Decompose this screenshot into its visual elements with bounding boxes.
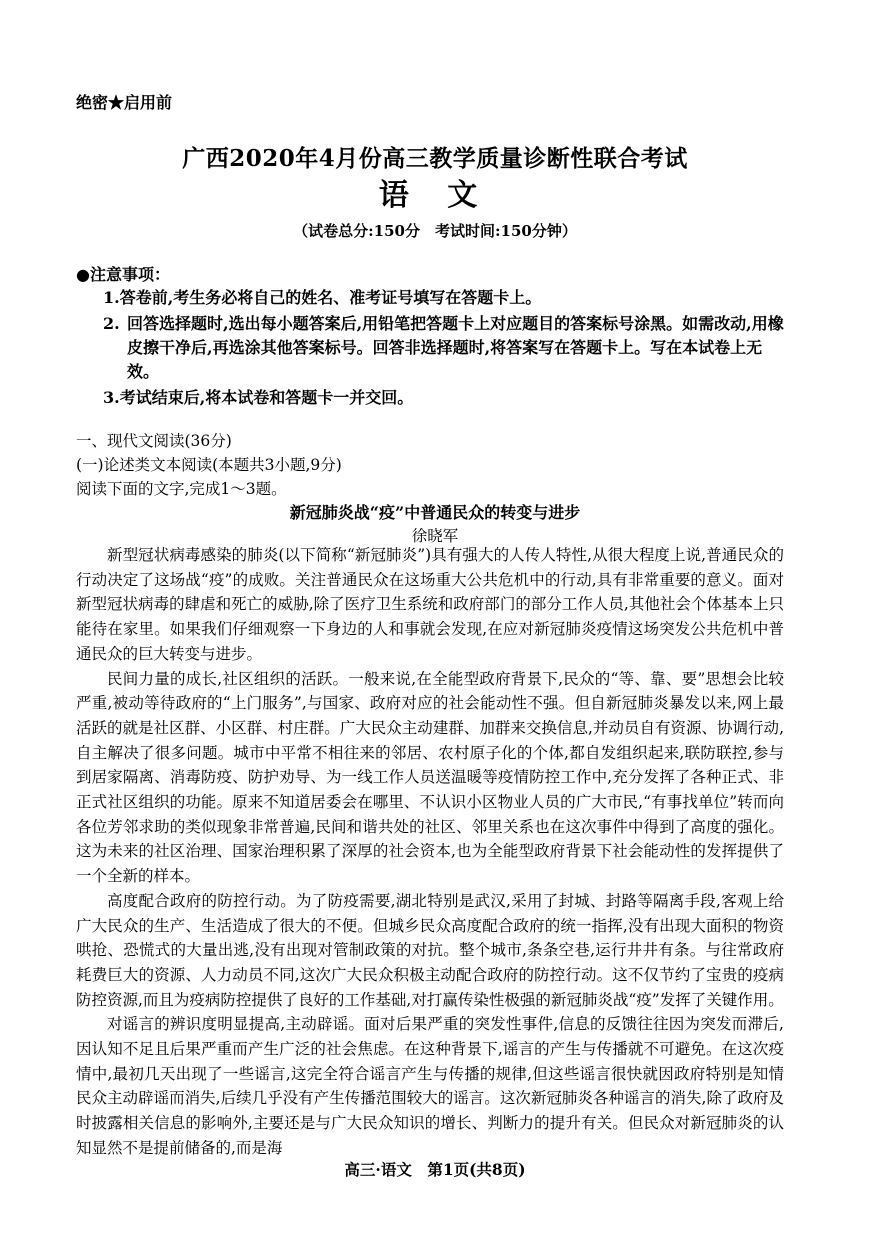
article-paragraph: 高度配合政府的防控行动。为了防疫需要,湖北特别是武汉,采用了封城、封路等隔离手段,客观上给广大民众的生产、生活造成了很大的不便。但城乡民众高度配合政府的统一指挥,没有出现大面积的物资哄抢、恐慌式的大量出逃,没有出现对管制政策的对抗。整个城市,条条空巷,运行井井有条。与往常政府耗费巨大的资源、人力动员不同,这次广大民众积极主动配合政府的防控行动。这不仅节约了宝贵的疫病防控资源,而且为疫病防控提供了良好的工作基础,对打赢传染性极强的新冠肺炎战“疫”发挥了关键作用。 <box>76 891 784 1009</box>
notice-item-number: 3. <box>103 388 120 407</box>
notice-item-text: 答卷前,考生务必将自己的姓名、准考证号填写在答题卡上。 <box>119 288 542 307</box>
article-author: 徐晓军 <box>411 527 459 545</box>
section-heading: 一、现代文阅读(36分) <box>76 432 232 450</box>
notice-item <box>103 386 793 410</box>
subsection-heading: (一)论述类文本阅读(本题共3小题,9分) <box>76 456 342 474</box>
notice-item-text: 回答选择题时,选出每小题答案后,用铅笔把答题卡上对应题目的答案标号涂黑。如需改动,用橡皮擦干净后,再选涂其他答案标号。回答非选择题时,将答案写在答题卡上。写在本试卷上无效。 <box>127 314 784 381</box>
notice-item <box>103 286 793 310</box>
notice-heading: ●注意事项： <box>76 265 170 284</box>
article-paragraph: 民间力量的成长,社区组织的活跃。一般来说,在全能型政府背景下,民众的“等、靠、要”思想会比较严重,被动等待政府的“上门服务”,与国家、政府对应的社会能动性不强。但自新冠肺炎暴发以来,网上最活跃的就是社区群、小区群、村庄群。广大民众主动建群、加群来交换信息,并动员自有资源、协调行动,自主解决了很多问题。城市中平常不相往来的邻居、农村原子化的个体,都自发组织起来,联防联控,参与到居家隔离、消毒防疫、防护劝导、为一线工作人员送温暖等疫情防控工作中,充分发挥了各种正式、非正式社区组织的功能。原来不知道居委会在哪里、不认识小区物业人员的广大市民,“有事找单位”转而向各位芳邻求助的类似现象非常普遍,民间和谐共处的社区、邻里关系也在这次事件中得到了高度的强化。这为未来的社区治理、国家治理积累了深厚的社会资本,也为全能型政府背景下社会能动性的发挥提供了一个全新的样本。 <box>76 669 784 886</box>
notice-item-number: 2. <box>103 314 120 333</box>
page-footer: 高三·语文 第1页(共8页) <box>344 1160 526 1179</box>
exam-info: （试卷总分:150分 考试时间:150分钟） <box>293 222 577 240</box>
notice-item-text: 考试结束后,将本试卷和答题卡一并交回。 <box>119 388 414 407</box>
notice-item <box>103 312 793 384</box>
notice-item-number: 1. <box>103 288 120 307</box>
article-body <box>76 543 784 1161</box>
article-paragraph: 对谣言的辨识度明显提高,主动辟谣。面对后果严重的突发性事件,信息的反馈往往因为突发而滞后,因认知不足且后果严重而产生广泛的社会焦虑。在这种背景下,谣言的产生与传播就不可避免。在这次疫情中,最初几天出现了一些谣言,这完全符合谣言产生与传播的规律,但这些谣言很快就因政府特别是知情民众主动辟谣而消失,后续几乎没有产生传播范围较大的谣言。这次新冠肺炎各种谣言的消失,除了政府及时披露相关信息的影响外,主要还是与广大民众知识的增长、判断力的提升有关。但民众对新冠肺炎的认知显然不是提前储备的,而是海 <box>76 1015 784 1157</box>
article-paragraph: 新型冠状病毒感染的肺炎(以下简称“新冠肺炎”)具有强大的人传人特性,从很大程度上说,普通民众的行动决定了这场战“疫”的成败。关注普通民众在这场重大公共危机中的行动,具有非常重要的意义。面对新型冠状病毒的肆虐和死亡的威胁,除了医疗卫生系统和政府部门的部分工作人员,其他社会个体基本上只能待在家里。如果我们仔细观察一下身边的人和事就会发现,在应对新冠肺炎疫情这场突发公共危机中普通民众的巨大转变与进步。 <box>76 546 784 663</box>
confidential-mark: 绝密★启用前 <box>76 93 173 112</box>
subject-title: 语 文 <box>378 178 492 213</box>
reading-instruction: 阅读下面的文字,完成1～3题。 <box>76 480 287 498</box>
exam-title: 广西2020年4月份高三教学质量诊断性联合考试 <box>182 145 688 172</box>
notice-list <box>103 286 793 412</box>
article-title: 新冠肺炎战“疫”中普通民众的转变与进步 <box>289 503 581 522</box>
